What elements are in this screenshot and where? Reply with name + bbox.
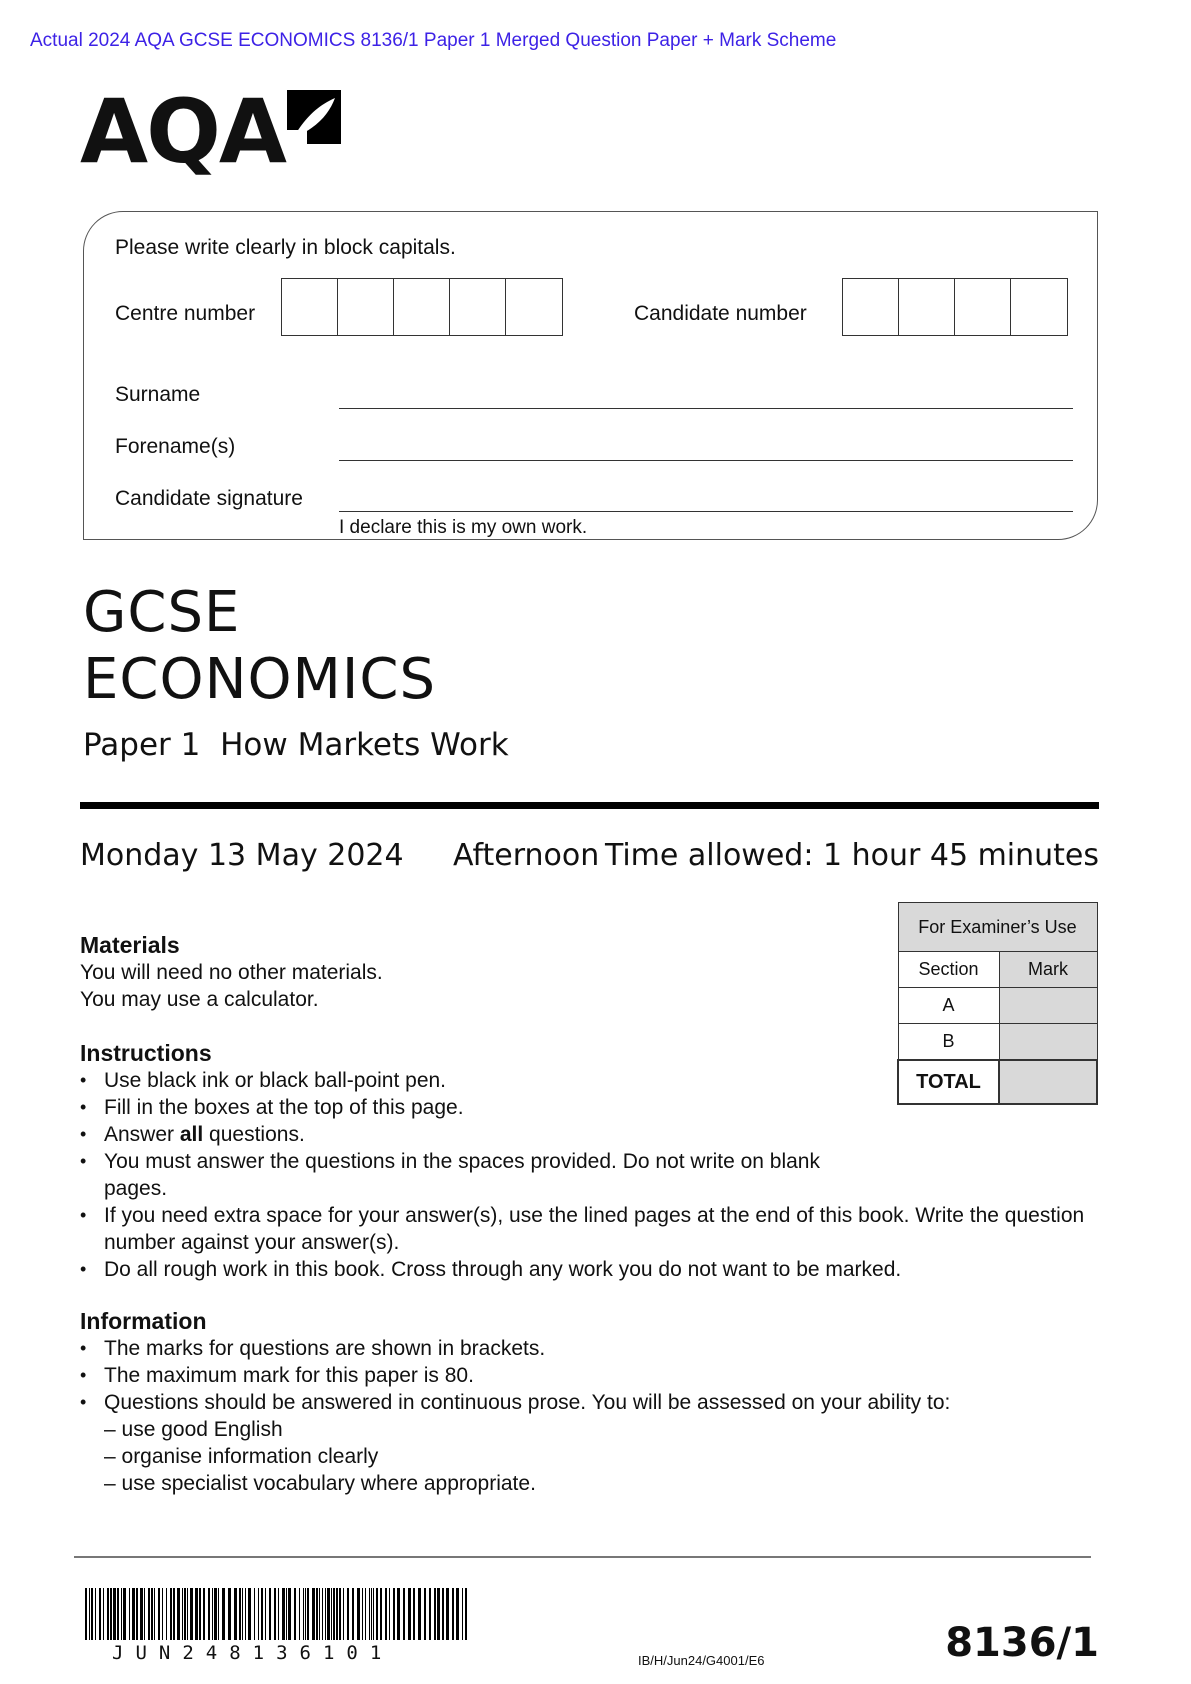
barcode-icon — [85, 1588, 468, 1640]
barcode-bar — [222, 1588, 225, 1640]
surname-field[interactable] — [339, 408, 1073, 409]
instruction-item: • You must answer the questions in the spaces provided. Do not write on blank pages. — [104, 1148, 844, 1202]
barcode-bar — [385, 1588, 387, 1640]
barcode-bar — [91, 1588, 93, 1640]
barcode-bar — [303, 1588, 304, 1640]
barcode-bar — [286, 1588, 287, 1640]
barcode-bar — [333, 1588, 335, 1640]
barcode-bar — [294, 1588, 296, 1640]
document-banner: Actual 2024 AQA GCSE ECONOMICS 8136/1 Paper 1 Merged Question Paper + Mark Scheme — [30, 30, 837, 51]
barcode-bar — [107, 1588, 109, 1640]
barcode-bar — [132, 1588, 135, 1640]
footer-rule — [74, 1556, 1091, 1558]
barcode-bar — [228, 1588, 231, 1640]
assessment-criteria — [80, 1416, 1100, 1497]
barcode-bar — [319, 1588, 320, 1640]
barcode-bar — [158, 1588, 160, 1640]
barcode-bar — [429, 1588, 431, 1640]
information-heading: Information — [80, 1308, 207, 1334]
barcode-bar — [380, 1588, 382, 1640]
barcode-bar — [327, 1588, 330, 1640]
instructions-heading: Instructions — [80, 1040, 212, 1066]
instruction-emphasis: all — [179, 1123, 204, 1146]
barcode-bar — [437, 1588, 440, 1640]
examiner-table-header: For Examiner’s Use — [898, 903, 1097, 952]
section-label: A — [898, 988, 999, 1024]
barcode-bar — [177, 1588, 180, 1640]
barcode-bar — [103, 1588, 104, 1640]
barcode-bar — [274, 1588, 276, 1640]
barcode-bar — [99, 1588, 101, 1640]
barcode-bar — [373, 1588, 374, 1640]
examiner-use-table — [897, 902, 1098, 1105]
time-allowed: Time allowed: 1 hour 45 minutes — [604, 838, 1099, 873]
barcode-bar — [190, 1588, 193, 1640]
criteria-item: – use specialist vocabulary where appropriate. — [104, 1472, 536, 1495]
paper-number: Paper 1 — [83, 727, 201, 763]
barcode-bar — [413, 1588, 415, 1640]
candidate-number-boxes[interactable] — [842, 278, 1068, 336]
instruction-item: • Fill in the boxes at the top of this page. — [104, 1094, 1080, 1121]
declaration-text: I declare this is my own work. — [339, 517, 588, 538]
barcode-bar — [434, 1588, 436, 1640]
criteria-item: – use good English — [104, 1418, 283, 1441]
forenames-label: Forename(s) — [115, 435, 236, 458]
barcode-bar — [162, 1588, 163, 1640]
signature-label: Candidate signature — [115, 487, 303, 510]
centre-number-digit[interactable] — [338, 279, 394, 335]
barcode-bar — [182, 1588, 183, 1640]
information-list — [80, 1335, 1100, 1416]
forenames-field[interactable] — [339, 460, 1073, 461]
barcode-bar — [85, 1588, 87, 1640]
barcode-bar — [278, 1588, 279, 1640]
surname-label: Surname — [115, 383, 201, 406]
barcode-bar — [218, 1588, 219, 1640]
barcode-bar — [336, 1588, 338, 1640]
barcode-bar — [456, 1588, 459, 1640]
barcode-bar — [195, 1588, 198, 1640]
document-reference: IB/H/Jun24/G4001/E6 — [638, 1653, 765, 1668]
barcode-bar — [269, 1588, 271, 1640]
materials-line: You will need no other materials. — [80, 961, 383, 984]
qualification-level: GCSE — [83, 580, 241, 645]
barcode-bar — [117, 1588, 119, 1640]
aqa-logo — [80, 80, 286, 183]
aqa-logo-text: AQA — [80, 80, 286, 183]
barcode-bar — [95, 1588, 96, 1640]
barcode-bar — [148, 1588, 150, 1640]
barcode-bar — [151, 1588, 153, 1640]
barcode-bar — [452, 1588, 454, 1640]
information-item: • The marks for questions are shown in brackets. — [104, 1335, 1100, 1362]
information-item: • Questions should be answered in continuous prose. You will be assessed on your ability to: — [104, 1389, 1100, 1416]
exam-session: Afternoon — [453, 838, 600, 873]
barcode-bar — [166, 1588, 167, 1640]
materials-section — [80, 932, 880, 1013]
candidate-number-digit[interactable] — [899, 279, 955, 335]
centre-number-digit[interactable] — [450, 279, 506, 335]
instruction-item: • Do all rough work in this book. Cross through any work you do not want to be marked. — [104, 1256, 1080, 1283]
barcode-bar — [173, 1588, 175, 1640]
barcode-bar — [325, 1588, 326, 1640]
instruction-item: • If you need extra space for your answer(s), use the lined pages at the end of this book. Write the question number against your answer(s). — [104, 1202, 1094, 1256]
materials-heading: Materials — [80, 932, 180, 958]
barcode-bar — [376, 1588, 378, 1640]
signature-field[interactable] — [339, 511, 1073, 512]
paper-code: 8136/1 — [945, 1620, 1099, 1666]
instruction-item: • Use black ink or black ball-point pen. — [104, 1067, 1080, 1094]
subject-title: ECONOMICS — [83, 647, 437, 712]
mark-cell — [999, 1024, 1097, 1061]
barcode-bar — [362, 1588, 363, 1640]
barcode-bar — [316, 1588, 318, 1640]
barcode-bar — [299, 1588, 300, 1640]
barcode-bar — [123, 1588, 126, 1640]
candidate-number-digit[interactable] — [843, 279, 899, 335]
candidate-number-label: Candidate number — [634, 302, 807, 325]
barcode-bar — [242, 1588, 243, 1640]
candidate-number-digit[interactable] — [955, 279, 1011, 335]
barcode-bar — [408, 1588, 411, 1640]
barcode-bar — [245, 1588, 246, 1640]
candidate-number-digit[interactable] — [1011, 279, 1067, 335]
barcode-bar — [261, 1588, 263, 1640]
barcode-bar — [203, 1588, 205, 1640]
barcode-bar — [339, 1588, 341, 1640]
barcode-bar — [234, 1588, 237, 1640]
barcode-bar — [343, 1588, 344, 1640]
barcode-bar — [187, 1588, 188, 1640]
criteria-item: – organise information clearly — [104, 1445, 379, 1468]
barcode-number: JUN248136101 — [112, 1642, 394, 1664]
barcode-bar — [110, 1588, 112, 1640]
centre-number-boxes[interactable] — [281, 278, 563, 336]
barcode-bar — [258, 1588, 259, 1640]
barcode-bar — [397, 1588, 400, 1640]
barcode-bar — [462, 1588, 463, 1640]
barcode-bar — [89, 1588, 90, 1640]
barcode-bar — [365, 1588, 366, 1640]
barcode-bar — [371, 1588, 372, 1640]
barcode-bar — [403, 1588, 405, 1640]
barcode-bar — [389, 1588, 390, 1640]
barcode-bar — [357, 1588, 360, 1640]
paper-title — [83, 727, 509, 763]
barcode-bar — [239, 1588, 241, 1640]
instruction-text: questions. — [203, 1123, 305, 1146]
barcode-bar — [170, 1588, 172, 1640]
aqa-leaf-logo-icon — [285, 88, 343, 146]
barcode-bar — [369, 1588, 370, 1640]
mark-cell — [999, 988, 1097, 1024]
barcode-bar — [121, 1588, 122, 1640]
section-column-header: Section — [898, 952, 999, 988]
barcode-bar — [282, 1588, 285, 1640]
title-rule — [80, 802, 1099, 809]
barcode-bar — [129, 1588, 130, 1640]
barcode-bar — [331, 1588, 332, 1640]
information-section — [80, 1308, 1100, 1497]
paper-name: How Markets Work — [220, 727, 509, 763]
barcode-bar — [113, 1588, 116, 1640]
instruction-text: Answer — [104, 1123, 180, 1146]
block-capitals-instruction: Please write clearly in block capitals. — [115, 236, 456, 259]
total-mark-cell — [999, 1060, 1097, 1104]
barcode-bar — [144, 1588, 145, 1640]
barcode-bar — [254, 1588, 255, 1640]
total-label: TOTAL — [898, 1060, 999, 1104]
centre-number-label: Centre number — [115, 302, 256, 325]
materials-line: You may use a calculator. — [80, 988, 319, 1011]
barcode-bar — [212, 1588, 213, 1640]
centre-number-digit[interactable] — [394, 279, 450, 335]
mark-column-header: Mark — [999, 952, 1097, 988]
barcode-bar — [418, 1588, 421, 1640]
barcode-bar — [265, 1588, 266, 1640]
centre-number-digit[interactable] — [506, 279, 562, 335]
instruction-item — [104, 1121, 1080, 1148]
exam-date: Monday 13 May 2024 — [80, 838, 404, 873]
barcode-bar — [312, 1588, 315, 1640]
barcode-bar — [136, 1588, 138, 1640]
information-item: • The maximum mark for this paper is 80. — [104, 1362, 1100, 1389]
barcode-bar — [305, 1588, 306, 1640]
barcode-bar — [307, 1588, 309, 1640]
barcode-bar — [424, 1588, 426, 1640]
barcode-bar — [442, 1588, 444, 1640]
barcode-bar — [154, 1588, 155, 1640]
barcode-bar — [199, 1588, 201, 1640]
barcode-bar — [393, 1588, 395, 1640]
barcode-bar — [214, 1588, 217, 1640]
barcode-bar — [184, 1588, 186, 1640]
section-label: B — [898, 1024, 999, 1061]
barcode-bar — [465, 1588, 467, 1640]
barcode-bar — [446, 1588, 449, 1640]
barcode-bar — [140, 1588, 143, 1640]
barcode-bar — [288, 1588, 291, 1640]
barcode-bar — [248, 1588, 251, 1640]
barcode-bar — [208, 1588, 210, 1640]
centre-number-digit[interactable] — [282, 279, 338, 335]
barcode-bar — [347, 1588, 349, 1640]
barcode-bar — [322, 1588, 323, 1640]
barcode-bar — [352, 1588, 354, 1640]
